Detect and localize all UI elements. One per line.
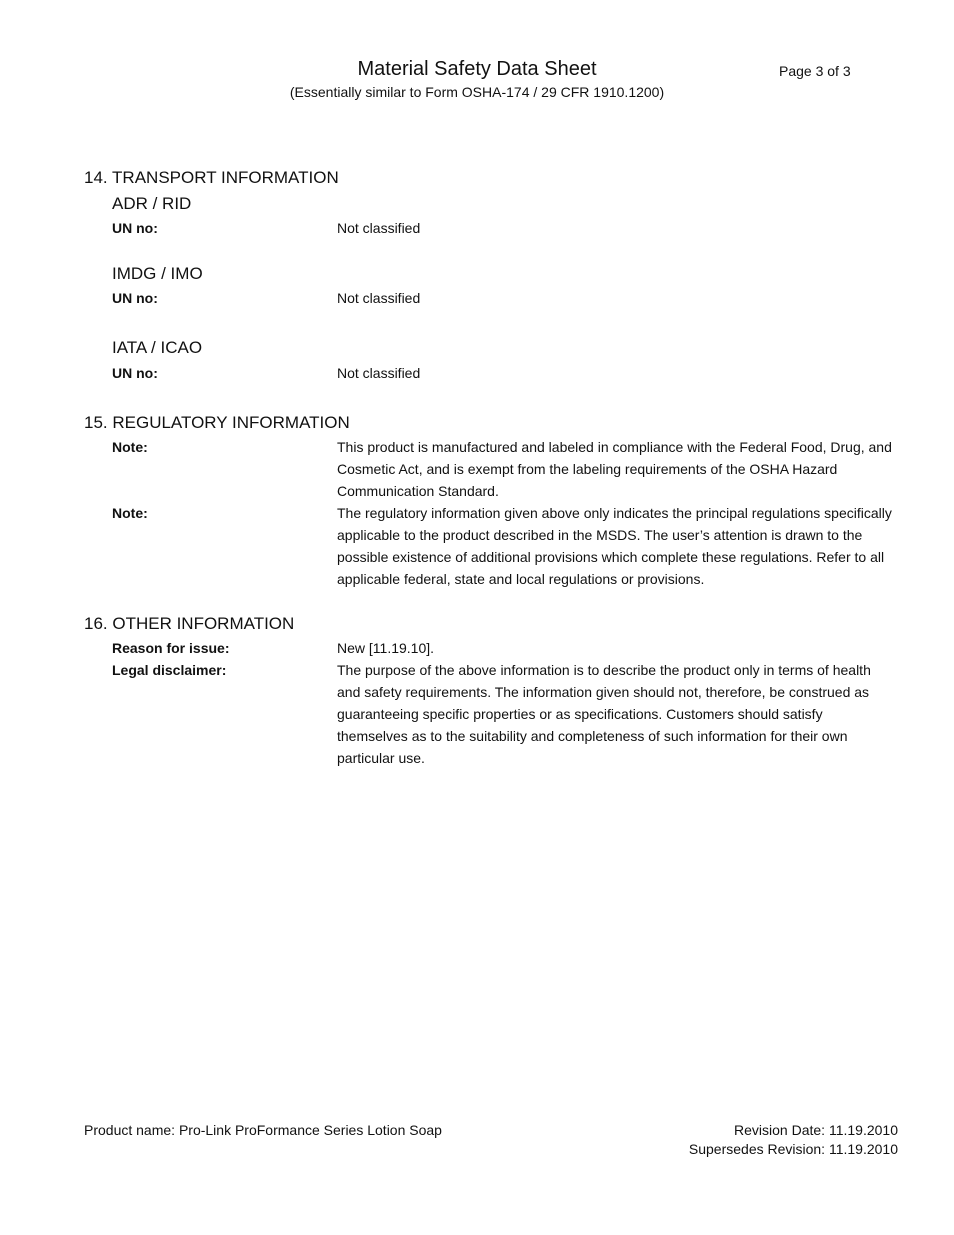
iata-icao-heading: IATA / ICAO	[112, 338, 203, 357]
footer-revision-block	[689, 1121, 898, 1159]
footer-product-name: Product name: Pro-Link ProFormance Series Lotion Soap	[84, 1122, 442, 1138]
imdg-imo-un-label: UN no:	[112, 290, 158, 306]
legal-disclaimer-label: Legal disclaimer:	[112, 662, 227, 678]
regulatory-note-1-text: This product is manufactured and labeled in compliance with the Federal Food, Drug, and Cosmetic Act, and is exempt from the labeling requirements of the OSHA Hazard Communication Standard.	[337, 439, 892, 499]
adr-rid-un-label: UN no:	[112, 220, 158, 236]
legal-disclaimer-text: The purpose of the above information is to describe the product only in terms of health and safety requirements. The information given should not, therefore, be construed as guaranteeing specific properties or as specifications. Customers should satisfy themselves as to the suitability and completeness of such information for their own particular use.	[337, 662, 871, 766]
reason-for-issue-value: New [11.19.10].	[337, 640, 435, 656]
section-15-heading: 15. REGULATORY INFORMATION	[84, 413, 350, 432]
regulatory-note-2-label: Note:	[112, 505, 148, 521]
reason-for-issue-label: Reason for issue:	[112, 640, 230, 656]
adr-rid-un-value: Not classified	[337, 220, 421, 236]
iata-icao-un-value: Not classified	[337, 365, 421, 381]
regulatory-note-2-text: The regulatory information given above only indicates the principal regulations specifically applicable to the product described in the MSDS. The user’s attention is drawn to the possible existence of additional provisions which complete these regulations. Refer to all applicable federal, state and local regulations or provisions.	[337, 505, 892, 587]
imdg-imo-heading: IMDG / IMO	[112, 264, 203, 283]
imdg-imo-un-value: Not classified	[337, 290, 421, 306]
adr-rid-heading: ADR / RID	[112, 194, 192, 213]
document-title: Material Safety Data Sheet	[357, 58, 597, 80]
section-14-heading: 14. TRANSPORT INFORMATION	[84, 168, 339, 187]
document-subtitle: (Essentially similar to Form OSHA-174 / 29 CFR 1910.1200)	[289, 84, 665, 100]
footer-revision-date: Revision Date: 11.19.2010	[734, 1122, 898, 1138]
section-16-heading: 16. OTHER INFORMATION	[84, 614, 295, 633]
iata-icao-un-label: UN no:	[112, 365, 158, 381]
page-number: Page 3 of 3	[779, 63, 851, 79]
regulatory-note-1-label: Note:	[112, 439, 148, 455]
footer-supersedes-revision: Supersedes Revision: 11.19.2010	[688, 1141, 898, 1157]
